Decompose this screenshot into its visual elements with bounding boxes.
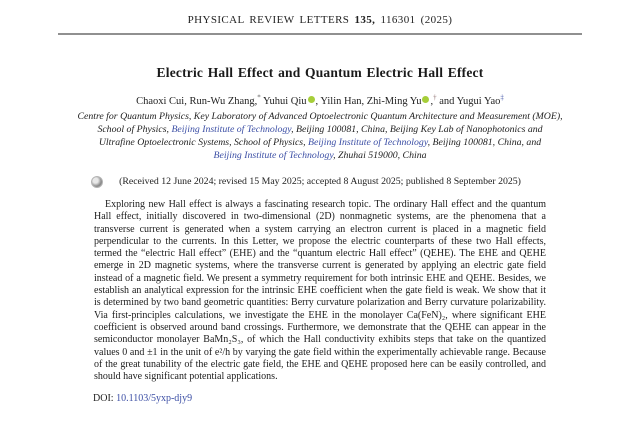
- abstract: [94, 199, 546, 383]
- received-dates: (Received 12 June 2024; revised 15 May 2025; accepted 8 August 2025; published 8 September 2025): [119, 176, 521, 187]
- doi-link[interactable]: 10.1103/5yxp-djy9: [116, 393, 193, 405]
- affiliation-text: Ultrafine Optoelectronic Systems, School of Physics,: [98, 137, 308, 148]
- journal-volume: 135,: [354, 14, 376, 26]
- received-line: [0, 176, 640, 187]
- journal-name: PHYSICAL REVIEW LETTERS: [187, 14, 350, 26]
- doi-label: DOI:: [93, 393, 114, 405]
- author-names: and Yugui Yao: [436, 96, 501, 107]
- affiliation-line: [0, 136, 640, 149]
- footnote-marker-star[interactable]: *: [257, 93, 261, 102]
- crossmark-icon[interactable]: [91, 176, 103, 188]
- institution-link[interactable]: Beijing Institute of Technology: [213, 150, 334, 161]
- author-names: ,: [430, 96, 434, 107]
- orcid-icon[interactable]: [308, 96, 315, 103]
- author-names: Chaoxi Cui, Run-Wu Zhang,: [136, 96, 258, 107]
- doi-line: [93, 393, 640, 404]
- affiliation-text: , Zhuhai 519000, China: [333, 150, 427, 161]
- affiliations: [0, 110, 640, 162]
- affiliation-text: , Beijing 100081, China, and: [427, 137, 542, 148]
- journal-header: [0, 14, 640, 26]
- orcid-icon[interactable]: [422, 96, 429, 103]
- affiliation-line: [0, 123, 640, 136]
- affiliation-text: , Beijing 100081, China, Beijing Key Lab of Nanophotonics and: [291, 124, 543, 135]
- author-names: , Yilin Han, Zhi-Ming Yu: [315, 96, 422, 107]
- author-line: [0, 93, 640, 107]
- paper-title: Electric Hall Effect and Quantum Electric Hall Effect: [156, 65, 484, 80]
- footnote-marker-dagger[interactable]: †: [433, 93, 437, 102]
- header-rule: [58, 33, 582, 35]
- affiliation-text: School of Physics,: [97, 124, 172, 135]
- affiliation-line: [0, 149, 640, 162]
- journal-article-number: 116301 (2025): [380, 14, 453, 26]
- institution-link[interactable]: Beijing Institute of Technology: [308, 137, 428, 148]
- author-names: Yuhui Qiu: [260, 96, 307, 107]
- institution-link[interactable]: Beijing Institute of Technology: [171, 124, 292, 135]
- footnote-marker-double-dagger[interactable]: ‡: [500, 93, 504, 102]
- affiliation-text: Centre for Quantum Physics, Key Laboratory of Advanced Optoelectronic Quantum Architecture and Measurement (MOE),: [77, 111, 563, 122]
- abstract-paragraph: Exploring new Hall effect is always a fascinating research topic. The ordinary Hall effect and the quantum Hall effect, initially discovered in two-dimensional (2D) nonmagnetic systems, are the phenomena that a transverse current is generated when a system carrying an electron current is placed in a magnetic field perpendicular to the currents. In this Letter, we propose the electric counterparts of these two Hall effects, termed the “electric Hall effect” (EHE) and the “quantum electric Hall effect” (QEHE). The EHE and QEHE emerge in 2D magnetic systems, where the transverse current is generated by applying an electric gate field instead of a magnetic field. We present a symmetry requirement for both intrinsic EHE and QEHE. Besides, we establish an analytical expression for the intrinsic EHE coefficient when the gate field is weak. We show that it is determined by two band geometric quantities: Berry curvature polarization and Berry curvature polarizability. Via first-principles calculations, we investigate the EHE in the monolayer Ca(FeN)₂, where significant EHE coefficient is observed around band crossings. Furthermore, we demonstrate that the QEHE can appear in the semiconductor monolayer BaMn₂S₃, of which the Hall conductivity exhibits steps that take on the quantized values 0 and ±1 in the unit of e²/h by varying the gate field within the experimentally achievable range. Because of the great tunability of the electric gate field, the EHE and QEHE proposed here can be easily controlled, and should have significant potential applications.: [94, 199, 546, 383]
- affiliation-line: [0, 110, 640, 123]
